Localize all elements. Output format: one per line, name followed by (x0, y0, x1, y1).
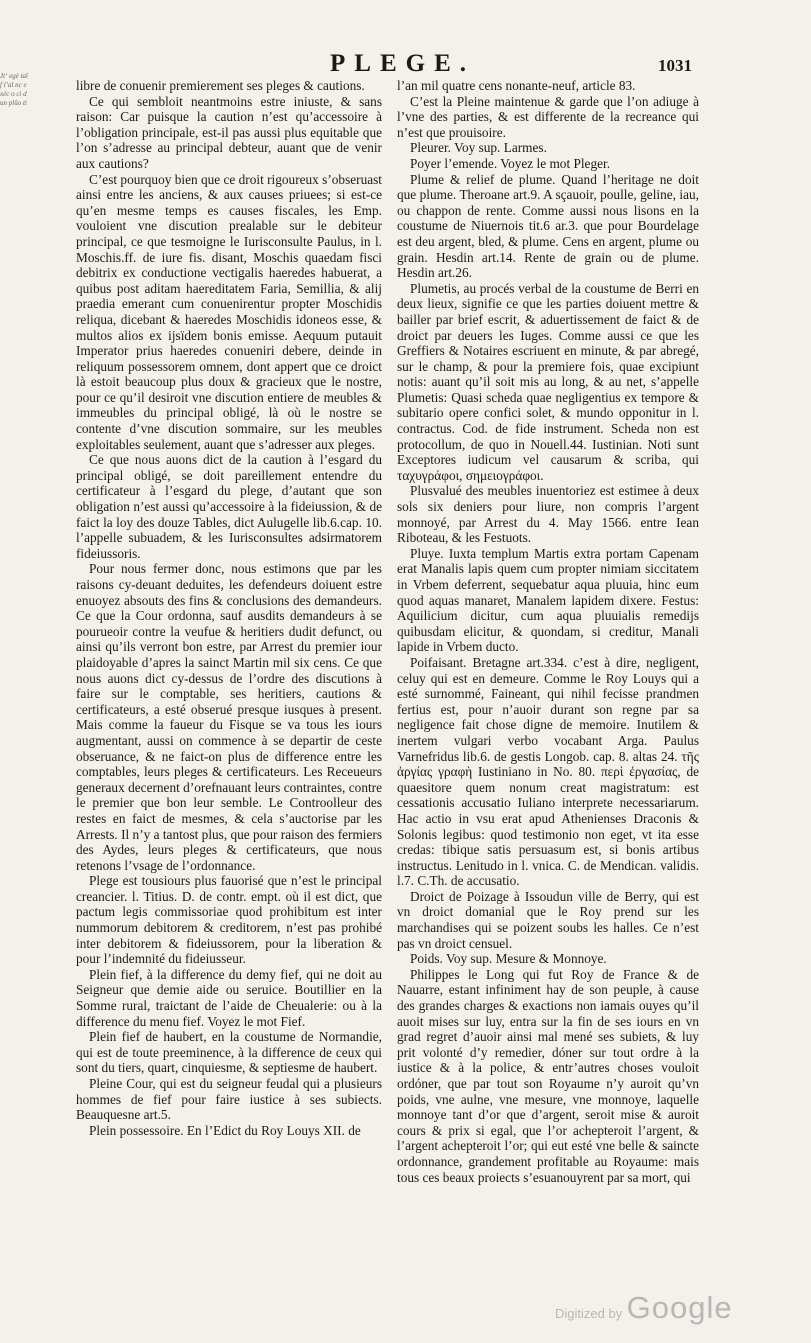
paragraph: Pleurer. Voy sup. Larmes. (410, 140, 547, 156)
paragraph: Plein possessoire. En l’Edict du Roy Louys XII. de (89, 1122, 361, 1138)
page-number: 1031 (658, 56, 692, 75)
paragraph: Poyer l’emende. Voyez le mot Pleger. (410, 155, 611, 171)
paragraph: Pour nous fermer donc, nous estimons que par les raisons cy-deuant deduites, les defendeurs doiuent estre enuoyez absouts des fins & conclusions des demandeurs. Ce que la Cour ordonna, sauf ausdits demandeurs à se pourueoir contre la veufue & heritiers dudit defunct, ou ainsi qu’ils verront bon estre, par Arrest du premier iour plaidoyable d’apres la sainct Martin mil six cens. Ce que nous auons dict cy-dessus de l’ordre des discutions à faire sur le comptable, ses heritiers, cautions & certificateurs, a esté obserué presque iusques à present. Mais comme la faueur du Fisque se va tous les iours augmentant, aussi on commence à se departir de ceste obseruance, & ne faict-on plus de difference entre les comptables, leurs pleges & certificateurs. Les Receueurs generaux decernent d’orefnauant leurs contraintes, contre le premier que bon leur semble. Le Controolleur des restes en faict de mesmes, & cela s’auctorise par les Arrests. Il n’y a tantost plus, que pour raison des fermiers des Aydes, leurs pleges & certificateurs, que nous retenons l’vsage de l’ordonnance. (76, 561, 382, 873)
google-logo: Google (626, 1290, 733, 1325)
right-column (397, 78, 699, 1185)
digitized-watermark (555, 1290, 733, 1326)
paragraph: C’est pourquoy bien que ce droit rigoureux s’obseruast ainsi entre les anciens, & aux causes priuees; si est-ce qu’en mesme temps es causes fiscales, les Emp. vouloient vne discution prealable sur le debiteur principal, ce que tesmoigne le Iurisconsulte Paulus, in l. Moschis.ff. de iure fis. disant, Moschis quaedam fisci debitrix ex conductione vectigalis haeredes habuerat, a quibus post aditam haereditatem Faria, Semillia, & alij praedia emerant cum conuenirentur propter Moschidis reliqua, dicebant & haeredes Moschidis idoneos esse, & multos alios ex ijsïdem bonis emisse. Aequum putauit Imperator prius haeredes conueniri debere, deinde in reliquum possessorem omnem, dont appert que ce droict là estoit beaucoup plus doux & gracieux que le nostre, pour ce qu’il desiroit vne discution entiere de meubles & immeubles du principal obligé, là où le nostre se contente d’vne discution sommaire, sur les meubles exploitables seulement, auant que s’adresser aux pleges. (76, 171, 382, 452)
paragraph: l’an mil quatre cens nonante-neuf, article 83. (397, 78, 636, 93)
paragraph: Plege est tousiours plus fauorisé que n’est le principal creancier. l. Titius. D. de contr. empt. où il est dict, que pactum legis commissoriae quod prohibitum est inter nummorum debitorem & creditorem, n’est pas prohibé inter debitorem & fideiussorem, pour la liberation & pour l’indemnité du fideiusseur. (76, 873, 382, 967)
margin-annotation: Jt‘ egè taî f l’al nc exéc o ci dun plûo ti (0, 72, 28, 107)
paragraph: Ce que nous auons dict de la caution à l’esgard du principal obligé, se doit pareillement entendre du certificateur à l’esgard du plege, d’autant que son obligation n’est aussi qu’accessoire à la fideiussion, & de faict la loy des douze Tables, dict Aulugelle lib.6.cap. 10. l’appelle subuadem, & les Iurisconsultes adsirmatorem fideiussoris. (76, 452, 382, 561)
paragraph: Poids. Voy sup. Mesure & Monnoye. (410, 951, 607, 967)
paragraph: Plusvalué des meubles inuentoriez est estimee à deux sols six deniers pour liure, non compris l’argent monnoyé, par Arrest du 4. May 1566. entre Iean Riboteau, & les Festuots. (397, 483, 699, 546)
paragraph: Pleine Cour, qui est du seigneur feudal qui a plusieurs hommes de fief pour faire iustice à ses subiects. Beauquesne art.5. (76, 1076, 382, 1123)
paragraph: Poifaisant. Bretagne art.334. c’est à dire, negligent, celuy qui est en demeure. Comme le Roy Louys qui a esté surnommé, Faineant, qui nihil fecisse prandmen fertius est, pour n’auoir durant son regne par sa negligence fait chose digne de memoire. Inutilem & inertem vulgari verbo vocabant Arga. Paulus Varnefridus lib.6. de gestis Longob. cap. 8. altas 24. τῆς ἀργίας γραφὴ Iustiniano in No. 80. περὶ ἐργασίας, de quaesitore quem nonum creat magistratum: est cessationis accusatio Iuliano interprete necessariarum. Hac actio in vsu erat apud Athenienses Draconis & Solonis legibus: quod testimonio non eget, vt ita esse credas: tibique satis persuasum est, si bonis artibus instructus. Lenitudo in l. vnica. C. de Mendican. validis. l.7. C.Th. de accusatio. (397, 654, 699, 889)
paragraph: Philippes le Long qui fut Roy de France & de Nauarre, estant infiniment hay de son peuple, à cause des grandes charges & exactions non iamais ouyes qu’il auoit mises sur luy, entra sur la fin de ses iours en vn grad regret d’auoir ainsi mal mené ses subiets, & luy prit volonté d’y remedier, dóner sur tout ordre à la iustice & à la police, & entr’autres choses vouloit ordóner, que par tout son Royaume n’y auroit qu’vn poids, vne aulne, vne mesure, vne monnoye, laquelle monnoye tant d’or que d’argent, seroit mise & auroit cours & prix si egal, que l’or achepteroit l’argent, & l’argent achepteroit l’or; qui eut esté vne belle & saincte ordonnance, grandement profitable au Royaume: mais tous ces beaux proiects s’esuanouyrent par sa mort, qui (397, 966, 699, 1185)
left-column (76, 78, 382, 1138)
paragraph: Plein fief de haubert, en la coustume de Normandie, qui est de toute preeminence, à la difference de ceux qui sont du tiers, quart, cinquiesme, & septiesme de haubert. (76, 1029, 382, 1076)
paragraph: C’est la Pleine maintenue & garde que l’on adiuge à l’vne des parties, & est differente de la recreance qui n’est que prouisoire. (397, 93, 699, 140)
running-title: PLEGE. (330, 50, 475, 77)
paragraph: Ce qui sembloit neantmoins estre iniuste, & sans raison: Car puisque la caution n’est qu’accessoire à l’obligation principale, est-il pas aussi plus equitable que l’on s’adresse au principal debteur, auant que de venir aux cautions? (76, 93, 382, 171)
paragraph: Droict de Poizage à Issoudun ville de Berry, qui est vn droict domanial que le Roy prend sur les marchandises qui se poizent soubs les halles. Ce n’est pas vn droict censuel. (397, 888, 699, 951)
paragraph: Pluye. Iuxta templum Martis extra portam Capenam erat Manalis lapis quem cum propter nimiam siccitatem in Vrbem deferrent, sequebatur aqua pluuia, hinc eum quod aquas manaret, Manalem lapidem dixere. Festus: Aquilicium dicitur, cum aqua pluuialis remedijs quibusdam elicitur, & quondam, si creditur, Manali lapide in Vrbem ducto. (397, 545, 699, 655)
paragraph: Plumetis, au procés verbal de la coustume de Berri en deux lieux, signifie ce que les parties doiuent mettre & bailler par brief escrit, & aduertissement de faict & de droict par deuers les Iuges. Comme aussi ce que les Greffiers & Notaires escriuent en minute, & par abregé, sur le champ, & pour la premiere fois, quae excipiunt notis: auant qu’il soit mis au long, & au net, s’appelle Plumetis: Quasi scheda quae negligentius ex tempore & subitario opere confici solet, & mundo opponitur in l. contractus. Cod. de fide instrument. Scheda non est protocollum, de quo in Nouell.44. Iustinian. Noti sunt Exceptores iudicum vel causarum & scriba, qui ταχυγράφοι, σημειογράφοι. (397, 280, 699, 483)
paragraph: libre de conuenir premierement ses pleges & cautions. (76, 78, 365, 93)
paragraph: Plume & relief de plume. Quand l’heritage ne doit que plume. Theroane art.9. A sçauoir, poulle, geline, iau, ou chappon de rente. Comme aussi nous lisons en la coustume de Niuernois tit.6 ar.3. que pour Bourdelage est deu argent, bled, & plume. Cens en argent, plume ou grain. Hesdin art.14. Rente de grain ou de plume. Hesdin art.26. (397, 171, 699, 281)
paragraph: Plein fief, à la difference du demy fief, qui ne doit au Seigneur que demie aide ou seruice. Boutillier en la Somme rural, traictant de l’aide de Cheualerie: ou à la difference du menu fief. Voyez le mot Fief. (76, 966, 382, 1029)
digitized-by-label: Digitized by (555, 1306, 623, 1321)
